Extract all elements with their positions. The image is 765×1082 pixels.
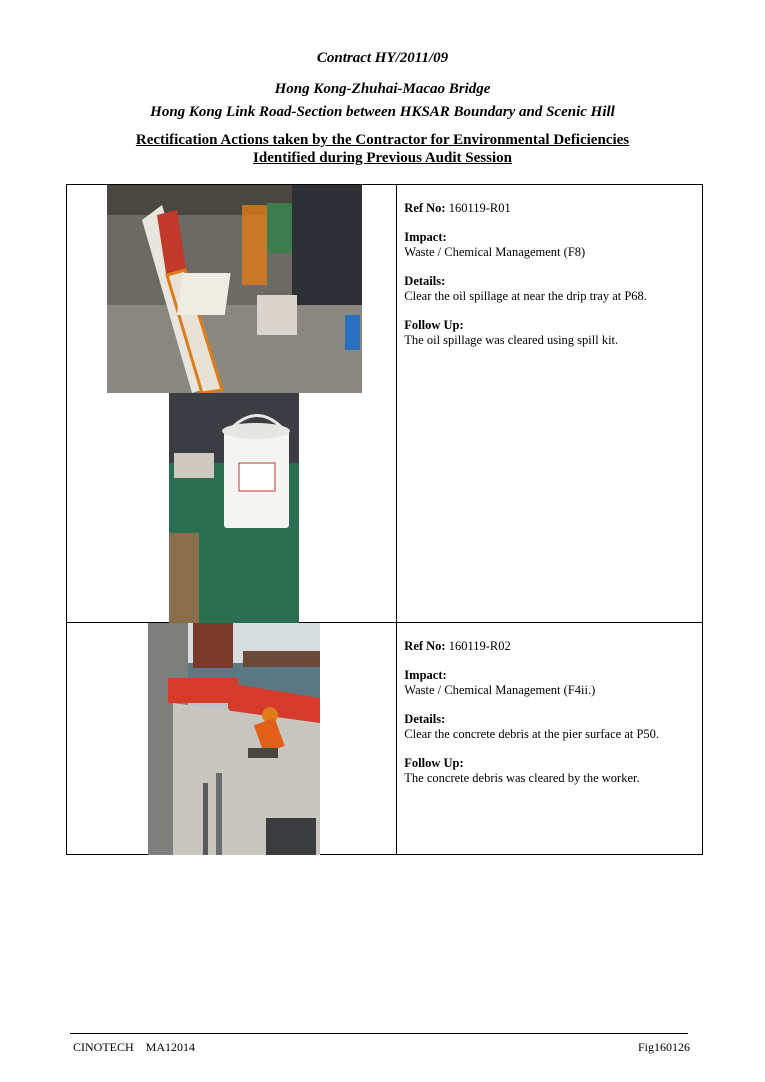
impact-block xyxy=(404,668,702,698)
details-value: Clear the oil spillage at near the drip tray at P68. xyxy=(404,289,647,303)
table-row xyxy=(67,185,703,623)
details-label: Details: xyxy=(404,274,446,288)
ref-label: Ref No: xyxy=(404,201,446,215)
rectification-table xyxy=(66,184,703,855)
entry-details-cell xyxy=(397,623,703,855)
followup-label: Follow Up: xyxy=(404,318,464,332)
photo-cell xyxy=(67,623,397,855)
impact-block xyxy=(404,230,702,260)
details-label: Details: xyxy=(404,712,446,726)
impact-label: Impact: xyxy=(404,668,447,682)
document-title xyxy=(0,131,765,167)
followup-value: The concrete debris was cleared by the worker. xyxy=(404,771,640,785)
ref-number: 160119-R01 xyxy=(448,201,511,215)
impact-value: Waste / Chemical Management (F4ii.) xyxy=(404,683,596,697)
details-value: Clear the concrete debris at the pier surface at P50. xyxy=(404,727,660,741)
followup-label: Follow Up: xyxy=(404,756,464,770)
table-row xyxy=(67,623,703,855)
entry-details-cell xyxy=(397,185,703,623)
section-title: Hong Kong Link Road-Section between HKSAR Boundary and Scenic Hill xyxy=(150,104,615,120)
details-block xyxy=(404,274,702,304)
document-title-line1: Rectification Actions taken by the Contractor for Environmental Deficiencies xyxy=(135,132,630,148)
followup-block xyxy=(404,318,702,348)
impact-label: Impact: xyxy=(404,230,447,244)
ref-block xyxy=(404,201,702,216)
project-title: Hong Kong-Zhuhai-Macao Bridge xyxy=(274,81,491,97)
followup-value: The oil spillage was cleared using spill kit. xyxy=(404,333,619,347)
document-title-line2: Identified during Previous Audit Session xyxy=(253,150,512,166)
ref-block xyxy=(404,639,702,654)
details-block xyxy=(404,712,702,742)
ref-label: Ref No: xyxy=(404,639,446,653)
photo-concrete-debris-cleanup xyxy=(148,623,320,855)
footer-divider xyxy=(70,1033,688,1034)
footer-figure-number: Fig160126 xyxy=(637,1040,690,1054)
impact-value: Waste / Chemical Management (F8) xyxy=(404,245,586,259)
contract-number: Contract HY/2011/09 xyxy=(316,50,449,66)
footer-company-ref: CINOTECH MA12014 xyxy=(73,1040,195,1054)
photo-cell xyxy=(67,185,397,623)
followup-block xyxy=(404,756,702,786)
ref-number: 160119-R02 xyxy=(448,639,511,653)
photo-spill-kit-bucket xyxy=(169,393,299,623)
photo-oil-spillage-site xyxy=(107,185,362,393)
